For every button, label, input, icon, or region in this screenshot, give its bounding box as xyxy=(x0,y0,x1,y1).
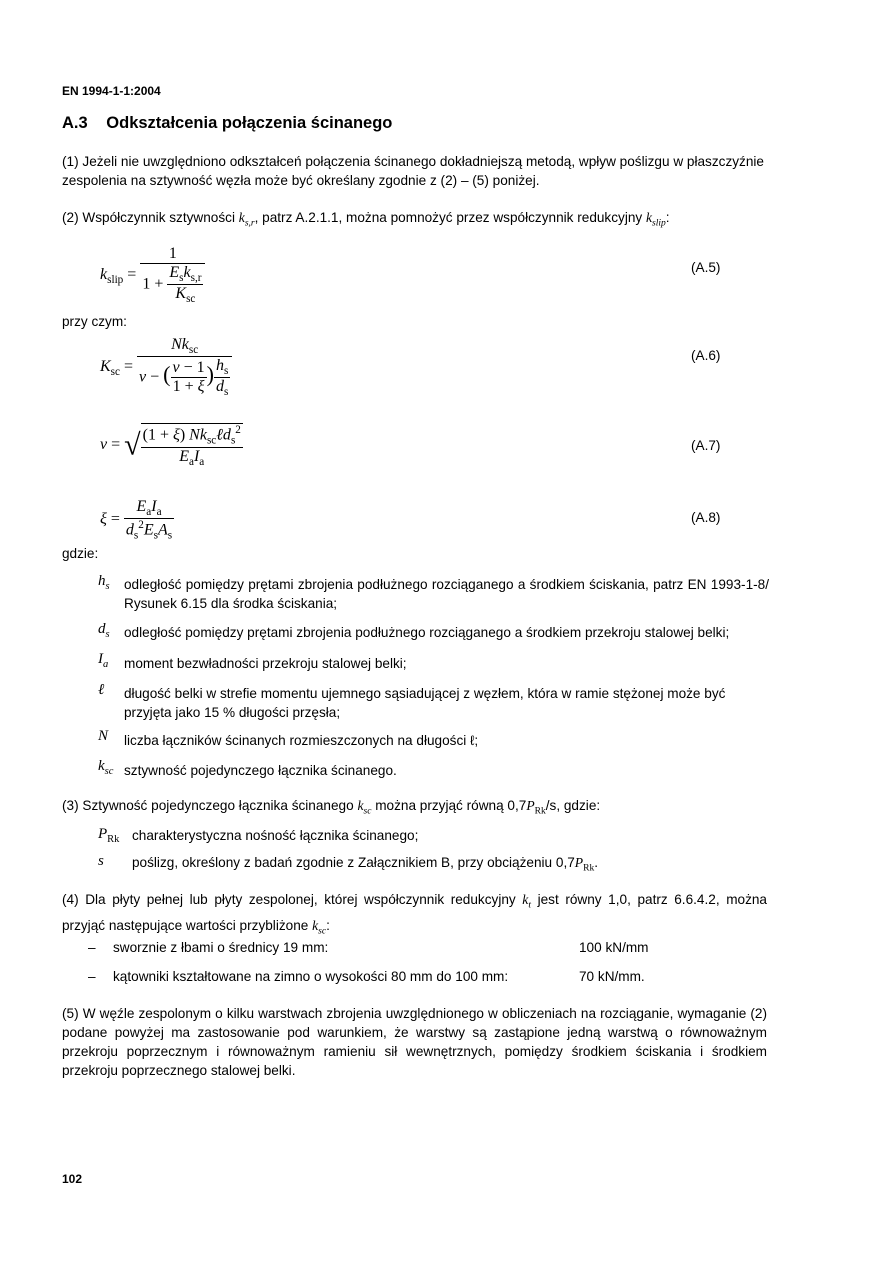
equation-a7-number: (A.7) xyxy=(691,438,721,453)
section-title: Odkształcenia połączenia ścinanego xyxy=(106,114,393,132)
paragraph-4: (4) Dla płyty pełnej lub płyty zespolonej, której współczynnik redukcyjny $k_t$ jest równy 1,0, patrz 6.6.4.2, można przyjąć następujące wartości przybliżone $k_{sc}$: xyxy=(62,892,767,937)
symbol-ksr: $k_{s,r}$ xyxy=(238,210,255,229)
def-symbol-hs: $h_s$ xyxy=(98,573,110,592)
page-number: 102 xyxy=(62,1172,83,1186)
list-dash: – xyxy=(88,940,96,955)
p3-text-prk: charakterystyczna nośność łącznika ścinanego; xyxy=(132,828,419,843)
paragraph-3: (3) Sztywność pojedynczego łącznika ścinanego $k_{sc}$ można przyjąć równą $0,7P_{Rk}/s$, gdzie: xyxy=(62,798,601,817)
list-label: sworznie z łbami o średnicy 19 mm: xyxy=(113,940,329,955)
list-value: 100 kN/mm xyxy=(579,940,649,955)
def-symbol-ia: $I_a$ xyxy=(98,651,109,670)
list-dash: – xyxy=(88,969,96,984)
equation-a5-number: (A.5) xyxy=(691,260,721,275)
equation-a7: ν = √ $\frac{(1 + \xi) Nk_{sc}\ell d_s^2}{E_aI_a}$ xyxy=(100,424,241,468)
def-symbol-l: ℓ xyxy=(98,682,105,698)
paragraph-2: (2) Współczynnik sztywności $k_{s,r}$, patrz A.2.1.1, można pomnożyć przez współczynnik redukcyjny $k_{slip}$: xyxy=(62,210,670,229)
equation-a6: $K_{sc}$ = $Nk_{sc}$ ν − ( $\frac{\nu - 1}{1 + \xi}$ ) $\frac{h_s}{d_s}$ xyxy=(100,336,232,399)
section-number: A.3 xyxy=(62,114,88,132)
symbol-kslip: $k_{slip}$ xyxy=(645,210,666,229)
p3-symbol-s: s xyxy=(98,853,104,869)
def-symbol-n: N xyxy=(98,728,109,744)
def-symbol-ds: $d_s$ xyxy=(98,621,110,640)
list-value: 70 kN/mm. xyxy=(579,969,645,984)
equation-a5: $k_{slip}$ = 1 1 + $\frac{E_sk_{s,r}}{K_{sc}}$ xyxy=(100,245,205,305)
equation-a8-number: (A.8) xyxy=(691,510,721,525)
section-heading xyxy=(62,114,392,133)
def-text-n: liczba łączników ścinanych rozmieszczonych na długości ℓ; xyxy=(124,733,479,748)
paragraph-1: (1) Jeżeli nie uwzględniono odkształceń połączenia ścinanego dokładniejszą metodą, wpływ poślizgu w płaszczyźnie zespolenia na sztywność węzła może być określany zgodnie z (2) – (5) poniżej. xyxy=(62,154,764,188)
standard-header: EN 1994-1-1:2004 xyxy=(62,84,161,98)
przy-czym-label: przy czym: xyxy=(62,314,127,329)
gdzie-label: gdzie: xyxy=(62,546,99,561)
def-text-ksc: sztywność pojedynczego łącznika ścinanego. xyxy=(124,763,397,778)
p3-symbol-prk: $P_{Rk}$ xyxy=(98,826,120,845)
def-text-ds: odległość pomiędzy prętami zbrojenia podłużnego rozciąganego a środkiem przekroju stalowej belki; xyxy=(124,625,730,640)
equation-a6-number: (A.6) xyxy=(691,348,721,363)
def-symbol-ksc: $k_{sc}$ xyxy=(98,758,114,777)
paragraph-5: (5) W węźle zespolonym o kilku warstwach zbrojenia uwzględnionego w obliczeniach na rozciąganie, wymaganie (2) podane powyżej ma zastosowanie pod warunkiem, że warstwy są zastąpione jedną warstwą o równoważnym przekroju poprzecznym i równoważnym ramieniu sił wewnętrznych, pomiędzy środkiem ściskania i środkiem przekroju poprzecznego stalowej belki. xyxy=(62,1006,767,1078)
def-text-l: długość belki w strefie momentu ujemnego sąsiadującej z węzłem, która w ramie stężonej może być przyjęta jako 15 % długości przęsła; xyxy=(124,686,726,720)
def-text-ia: moment bezwładności przekroju stalowej belki; xyxy=(124,656,407,671)
def-text-hs: odległość pomiędzy prętami zbrojenia podłużnego rozciąganego a środkiem ściskania, patrz EN 1993-1-8/ Rysunek 6.15 dla środka ściskania; xyxy=(124,577,769,611)
p3-text-s: poślizg, określony z badań zgodnie z Załącznikiem B, przy obciążeniu $0,7P_{Rk}$. xyxy=(132,855,598,874)
list-label: kątowniki kształtowane na zimno o wysokości 80 mm do 100 mm: xyxy=(113,969,509,984)
equation-a8: ξ = $\frac{E_aI_a}{d_s^2E_sA_s}$ xyxy=(100,498,173,542)
